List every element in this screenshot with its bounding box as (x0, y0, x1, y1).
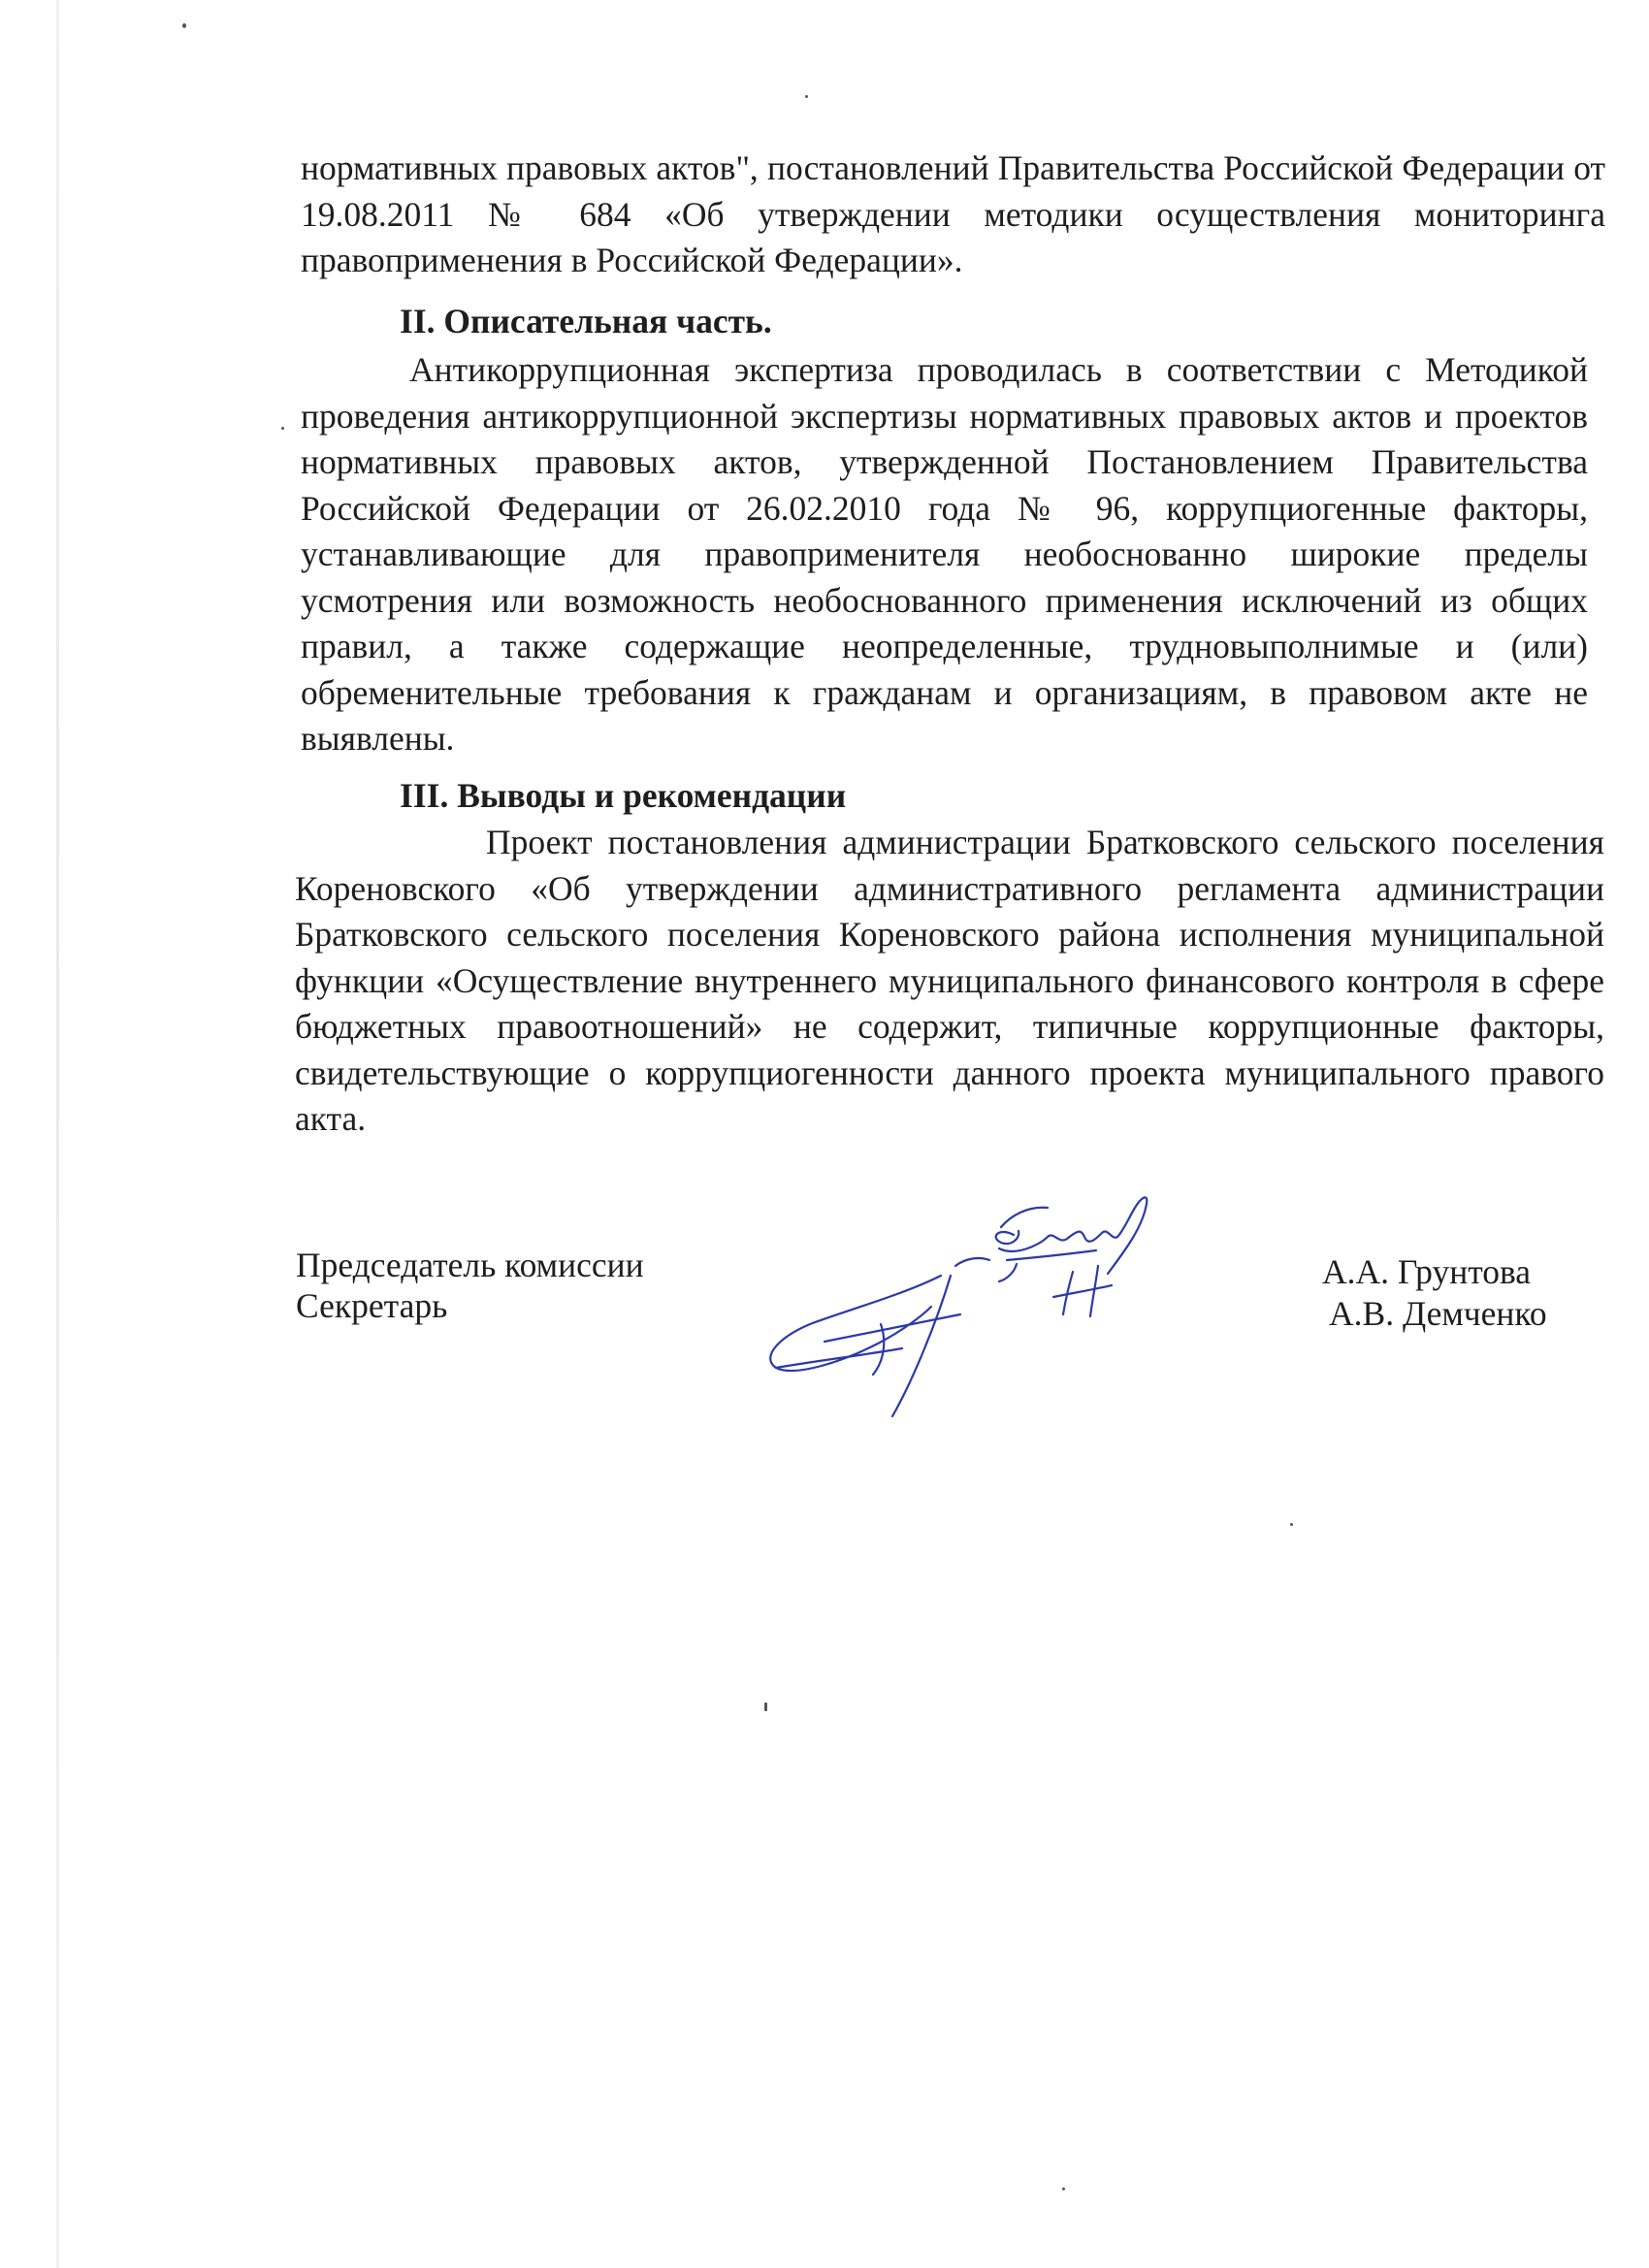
secretary-role-label: Секретарь (296, 1286, 448, 1325)
section-2-paragraph (301, 347, 1588, 762)
chair-role-label: Председатель комиссии (296, 1246, 644, 1284)
signature-stroke (892, 1276, 951, 1416)
signature-stroke (1090, 1266, 1098, 1316)
chair-name: А.А. Грунтова (1322, 1252, 1532, 1291)
signature-stroke (999, 1231, 1117, 1250)
intro-text: нормативных правовых актов", постановлений Правительства Российской Федерации от 19.08.2011 № 684 «Об утверждении методики осуществления мониторинга правоприменения в Российской Федерации». (301, 148, 1605, 279)
section-3-paragraph (295, 820, 1604, 1143)
signature-stroke (1007, 1250, 1096, 1260)
signature-stroke (824, 1314, 960, 1342)
signature-stroke (999, 1264, 1017, 1281)
section-3-heading: III. Выводы и рекомендации (400, 776, 847, 815)
intro-paragraph (301, 146, 1605, 284)
scan-speck (281, 427, 284, 430)
scan-speck (1290, 1523, 1293, 1526)
signature-stroke (1053, 1285, 1112, 1297)
signature-stroke (1108, 1197, 1147, 1274)
section-2-text: Антикоррупционная экспертиза проводилась в соответствии с Методикой проведения антикоррупционной экспертизы нормативных правовых актов и проектов нормативных правовых актов, утвержденной Постановлением Правительства Российской Федерации от 26.02.2010 года № 96, коррупциогенные факторы, устанавливающие для правоприменителя необоснованно широкие пределы усмотрения или возможность необоснованного применения исключений из общих правил, а также содержащие неопределенные, трудновыполнимые и (или) обременительные требования к гражданам и организациям, в правовом акте не выявлены. (301, 350, 1588, 758)
scan-speck (182, 23, 186, 28)
scan-speck (764, 1702, 767, 1711)
signature-stroke (955, 1258, 989, 1266)
section-3-text: Проект постановления администрации Братковского сельского поселения Кореновского «Об утверждении административного регламента администрации Братковского сельского поселения Кореновского района исполнения муниципальной функции «Осуществление внутреннего муниципального финансового контроля в сфере бюджетных правоотношений» не содержит, типичные коррупционные факторы, свидетельствующие о коррупциогенности данного проекта муниципального правого акта. (295, 823, 1604, 1138)
section-2-heading: II. Описательная часть. (400, 302, 772, 340)
scan-speck (805, 95, 808, 98)
signature-stroke (996, 1231, 1019, 1244)
secretary-name: А.В. Демченко (1329, 1294, 1547, 1333)
scan-speck (1062, 2187, 1065, 2190)
handwritten-signature (757, 1188, 1203, 1421)
scan-edge (56, 0, 59, 2268)
signature-stroke (1001, 1208, 1048, 1227)
